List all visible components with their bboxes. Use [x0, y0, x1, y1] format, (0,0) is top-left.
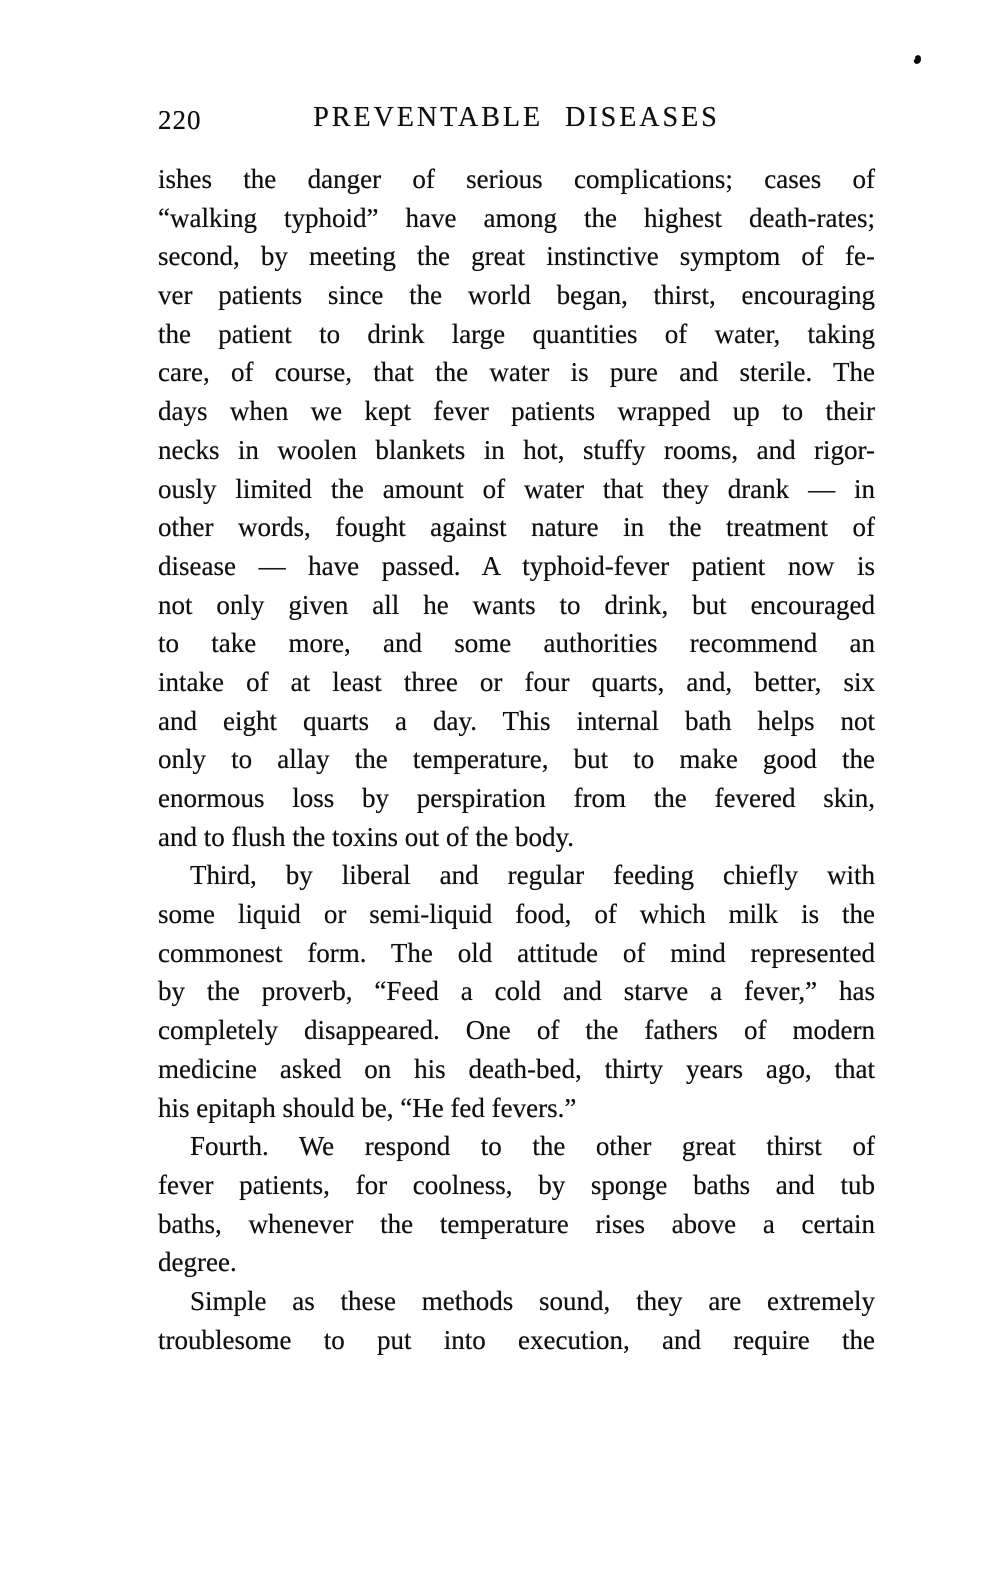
text-line: only to allay the temperature, but to make good the [158, 744, 875, 775]
text-line: and eight quarts a day. This internal bath helps not [158, 705, 875, 736]
text-line: Simple as these methods sound, they are extremely [190, 1285, 875, 1316]
text-line: his epitaph should be, “He fed fevers.” [158, 1092, 577, 1123]
text-line: ously limited the amount of water that they drank — in [158, 473, 875, 504]
page-header [158, 102, 875, 140]
text-line: by the proverb, “Feed a cold and starve a fever,” has [158, 976, 875, 1007]
text-line: and to flush the toxins out of the body. [158, 821, 574, 852]
text-line: completely disappeared. One of the fathers of modern [158, 1015, 875, 1046]
text-line: commonest form. The old attitude of mind represented [158, 937, 875, 968]
paragraph [158, 1282, 875, 1359]
text-line: care, of course, that the water is pure and sterile. The [158, 357, 875, 388]
text-line: troublesome to put into execution, and require the [158, 1324, 875, 1355]
text-line: some liquid or semi-liquid food, of which milk is the [158, 899, 875, 930]
paragraph [158, 160, 875, 856]
text-line: degree. [158, 1247, 237, 1278]
paragraph [158, 1127, 875, 1282]
text-line: intake of at least three or four quarts, and, better, six [158, 666, 875, 697]
text-line: necks in woolen blankets in hot, stuffy rooms, and rigor- [158, 434, 875, 465]
page-number: 220 [158, 105, 202, 135]
text-line: ishes the danger of serious complications; cases of [158, 164, 875, 194]
text-line: baths, whenever the temperature rises above a certain [158, 1208, 875, 1239]
text-line: days when we kept fever patients wrapped up to their [158, 396, 875, 427]
text-line: “walking typhoid” have among the highest death-rates; [158, 202, 875, 233]
text-line: not only given all he wants to drink, but encouraged [158, 589, 875, 620]
text-line: disease — have passed. A typhoid-fever patient now is [158, 550, 875, 581]
text-line: fever patients, for coolness, by sponge baths and tub [158, 1169, 875, 1200]
page-text [158, 160, 875, 1359]
text-line: Third, by liberal and regular feeding chiefly with [190, 860, 875, 891]
text-line: enormous loss by perspiration from the fevered skin, [158, 783, 875, 813]
text-line: the patient to drink large quantities of water, taking [158, 318, 875, 349]
text-line: second, by meeting the great instinctive symptom of fe- [158, 241, 875, 272]
text-line: ver patients since the world began, thirst, encouraging [158, 280, 875, 311]
paragraph [158, 856, 875, 1127]
text-line: other words, fought against nature in the treatment of [158, 512, 875, 543]
running-header: PREVENTABLE DISEASES [313, 102, 720, 133]
text-line: medicine asked on his death-bed, thirty years ago, that [158, 1053, 875, 1084]
text-line: Fourth. We respond to the other great thirst of [190, 1131, 875, 1162]
ink-speck [913, 54, 922, 65]
text-line: to take more, and some authorities recommend an [158, 628, 875, 659]
